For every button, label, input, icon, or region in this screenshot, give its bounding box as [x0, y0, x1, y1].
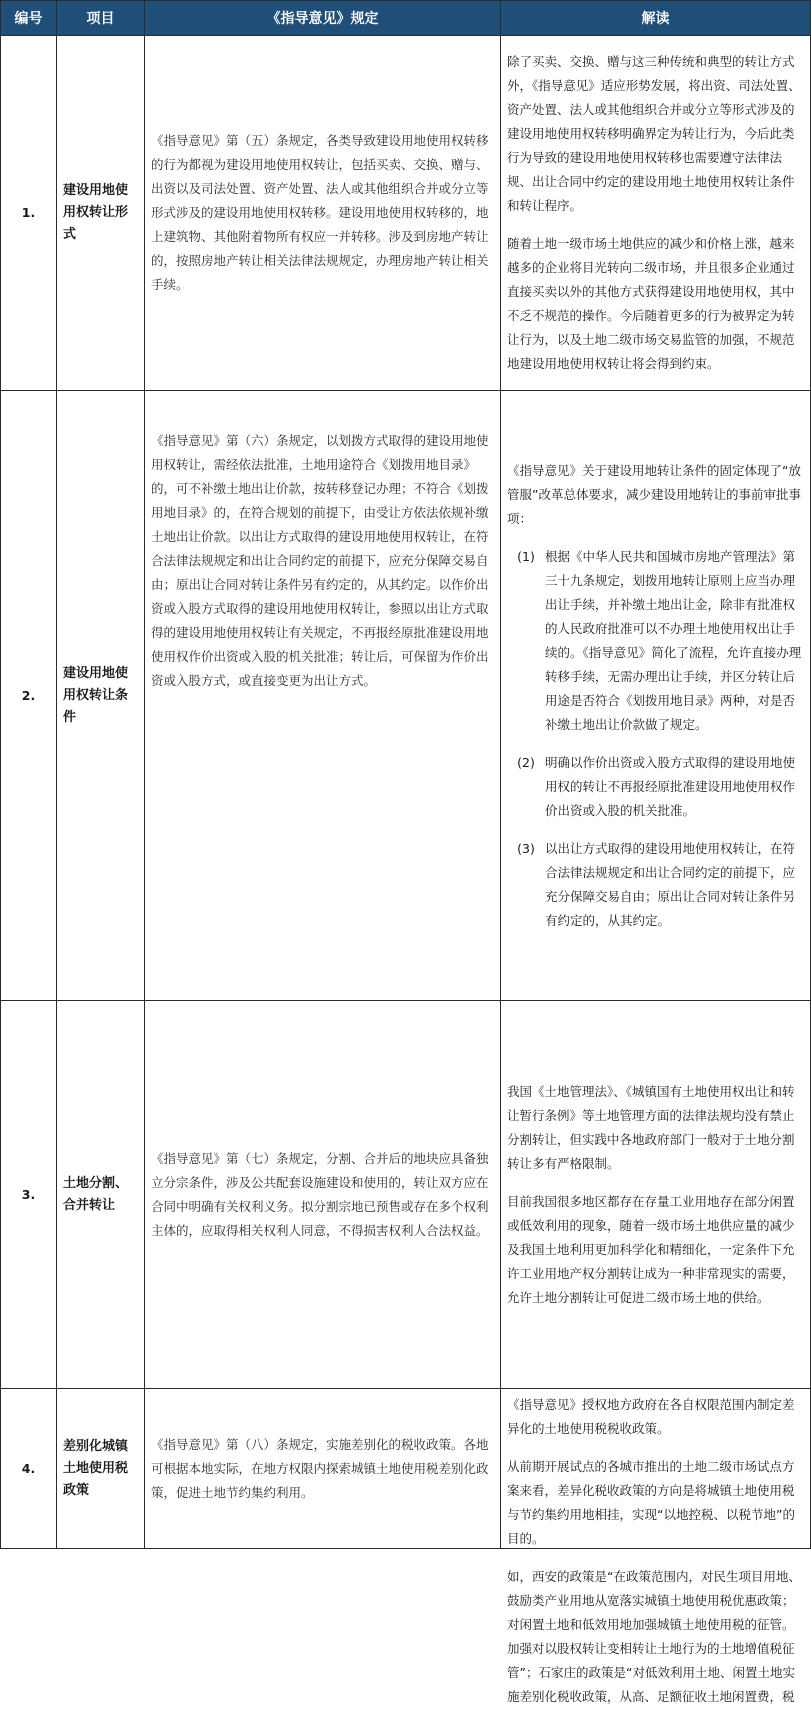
subitem-index: (2): [517, 754, 535, 770]
interpretation-paragraph: 《指导意见》授权地方政府在各自权限范围内制定差异化的土地使用税税收政策。: [507, 1397, 795, 1436]
subitem-index: (1): [517, 548, 535, 564]
row-regulation: 《指导意见》第（七）条规定，分割、合并后的地块应具备独立分宗条件，涉及公共配套设施建设和使用的，转让双方应在合同中明确有关权利义务。拟分割宗地已预售或存在多个权利主体的，应取得相关权利人同意，不得损害权利人合法权益。: [145, 1001, 501, 1389]
row-number: 4.: [1, 1389, 57, 1549]
row-interpretation: [501, 1001, 811, 1389]
subitem-text: 根据《中华人民共和国城市房地产管理法》第三十九条规定，划拨用地转让原则上应当办理出让手续，并补缴土地出让金，除非有批准权的人民政府批准可以不办理土地使用权出让手续的。《指导意见》简化了流程，允许直接办理转移手续，无需办理出让手续，并区分转让后用途是否符合《划拨用地目录》两种，对是否补缴土地出让价款做了规定。: [545, 548, 802, 732]
table-row: [1, 1001, 811, 1389]
row-item: 土地分割、合并转让: [57, 1001, 145, 1389]
table-row: [1, 1389, 811, 1549]
table-row: [1, 391, 811, 1001]
interpretation-paragraph: 我国《土地管理法》、《城镇国有土地使用权出让和转让暂行条例》等土地管理方面的法律法规均没有禁止分割转让，但实践中各地政府部门一般对于土地分割转让多有严格限制。: [507, 1083, 795, 1171]
header-interpretation: 解读: [501, 1, 811, 36]
interpretation-paragraph: 《指导意见》关于建设用地转让条件的固定体现了“放管服”改革总体要求，减少建设用地转让的事前审批事项：: [507, 462, 801, 526]
row-interpretation: [501, 36, 811, 391]
interpretation-subitem: [507, 545, 804, 737]
row-item: 差别化城镇土地使用税政策: [57, 1389, 145, 1549]
subitem-text: 以出让方式取得的建设用地使用权转让，在符合法律法规规定和出让合同约定的前提下，应充分保障交易自由；原出让合同对转让条件另有约定的，从其约定。: [545, 840, 796, 928]
row-interpretation: [501, 1389, 811, 1704]
interpretation-paragraph: 目前我国很多地区都存在存量工业用地存在部分闲置或低效利用的现象，随着一级市场土地供应量的减少及我国土地利用更加科学化和精细化，一定条件下允许工业用地产权分割转让成为一种非常现实的需要，允许土地分割转让可促进二级市场土地的供给。: [507, 1193, 795, 1305]
interpretation-subitem: [507, 751, 804, 823]
row-number: 3.: [1, 1001, 57, 1389]
subitem-text: 明确以作价出资或入股方式取得的建设用地使用权的转让不再报经原批准建设用地使用权作价出资或入股的机关批准。: [545, 754, 796, 818]
row-item: 建设用地使用权转让形式: [57, 36, 145, 391]
interpretation-paragraph: 随着土地一级市场土地供应的减少和价格上涨，越来越多的企业将目光转向二级市场，并且很多企业通过直接买卖以外的其他方式获得建设用地使用权，其中不乏不规范的操作。今后随着更多的行为被界定为转让行为，以及土地二级市场交易监管的加强，不规范地建设用地使用权转让将会得到约束。: [507, 236, 795, 371]
subitem-index: (3): [517, 840, 535, 856]
interpretation-paragraph: 如，西安的政策是“在政策范围内，对民生项目用地、鼓励类产业用地从宽落实城镇土地使用税优惠政策；对闲置土地和低效用地加强城镇土地使用税的征管。加强对以股权转让变相转让土地行为的土地增值税征管”；石家庄的政策是“对低效利用土地、闲置土地实施差别化税收政策，从高、足额征收土地闲置费，税: [507, 1569, 801, 1704]
header-regulation: 《指导意见》规定: [145, 1, 501, 36]
row-regulation: 《指导意见》第（五）条规定，各类导致建设用地使用权转移的行为都视为建设用地使用权转让，包括买卖、交换、赠与、出资以及司法处置、资产处置、法人或其他组织合并或分立等形式涉及的建设用地使用权转移。建设用地使用权转移的，地上建筑物、其他附着物所有权应一并转移。涉及到房地产转让的，按照房地产转让相关法律法规规定，办理房地产转让相关手续。: [145, 36, 501, 391]
row-number: 2.: [1, 391, 57, 1001]
row-number: 1.: [1, 36, 57, 391]
header-num: 编号: [1, 1, 57, 36]
row-regulation: 《指导意见》第（六）条规定，以划拨方式取得的建设用地使用权转让，需经依法批准，土地用途符合《划拨用地目录》的，可不补缴土地出让价款，按转移登记办理；不符合《划拨用地目录》的，在符合规划的前提下，由受让方依法依规补缴土地出让价款。以出让方式取得的建设用地使用权转让，在符合法律法规规定和出让合同约定的前提下，应充分保障交易自由；原出让合同对转让条件另有约定的，从其约定。以作价出资或入股方式取得的建设用地使用权转让，参照以出让方式取得的建设用地使用权转让有关规定，不再报经原批准建设用地使用权作价出资或入股的机关批准；转让后，可保留为作价出资或入股方式，或直接变更为出让方式。: [145, 391, 501, 1001]
row-item: 建设用地使用权转让条件: [57, 391, 145, 1001]
row-interpretation: [501, 391, 811, 1001]
header-item: 项目: [57, 1, 145, 36]
header-row: [1, 1, 811, 36]
interpretation-paragraph: 除了买卖、交换、赠与这三种传统和典型的转让方式外，《指导意见》适应形势发展，将出资、司法处置、资产处置、法人或其他组织合并或分立等形式涉及的建设用地使用权转移明确界定为转让行为，今后此类行为导致的建设用地使用权转移也需要遵守法律法规、出让合同中约定的建设用地土地使用权转让条件和转让程序。: [507, 54, 801, 213]
interpretation-subitem: [507, 837, 804, 933]
row-regulation: 《指导意见》第（八）条规定，实施差别化的税收政策。各地可根据本地实际，在地方权限内探索城镇土地使用税差别化政策，促进土地节约集约利用。: [145, 1389, 501, 1549]
interpretation-clip: [507, 1393, 804, 1704]
interpretation-paragraph: 从前期开展试点的各城市推出的土地二级市场试点方案来看，差异化税收政策的方向是将城镇土地使用税与节约集约用地相挂，实现“以地控税、以税节地”的目的。: [507, 1459, 795, 1546]
table-row: [1, 36, 811, 391]
